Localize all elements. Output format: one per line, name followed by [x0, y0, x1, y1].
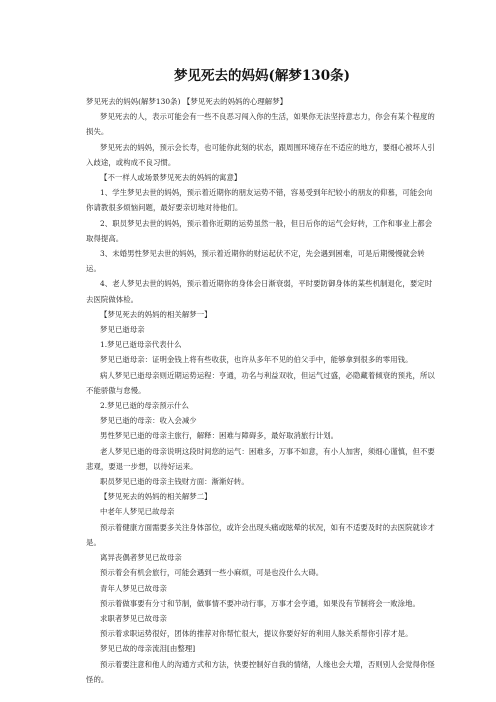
body-paragraph: 离异丧偶者梦见已故母亲	[100, 553, 182, 563]
body-paragraph: 梦见死去的妈妈(解梦130条) 【梦见死去的妈妈的心理解梦】	[86, 97, 288, 106]
document-title: 梦见死去的妈妈(解梦130条)	[174, 68, 350, 84]
body-paragraph: 梦见已逝母亲：证明金钱上将有些收获，也许从多年不见的伯父手中，能够拿到很多的零用钱。	[100, 355, 413, 365]
body-paragraph: 预示着会有机会旅行，可能会遇到一些小麻烦，可是也没什么大碍。	[100, 568, 324, 578]
body-paragraph: 【梦见死去的妈妈的相关解梦一】	[100, 309, 212, 319]
body-paragraph: 4、老人梦见去世的妈妈，预示着近期你的身体会日渐衰弱，平时要防御身体的某些机制退化，要定时去医院做体检。	[86, 279, 433, 304]
body-paragraph: 3、未婚男性梦见去世的妈妈，预示着近期你的财运起伏不定，先会遇到困难，可是后期慢慢就会转运。	[86, 249, 425, 274]
body-paragraph: 病人梦见已逝母亲则近期运势运程：亨通，功名与利益双收，但运气过盛，必隐藏着倾衰的预兆，所以不能骄傲与怠慢。	[86, 370, 435, 395]
body-paragraph: 预示着做事要有分寸和节制，做事情不要冲动行事，万事才会亨通，如果没有节制将会一败涂地。	[100, 598, 420, 608]
body-paragraph: 预示着健康方面需要多关注身体部位，或许会出现头痛或眩晕的状况，如有不适要及时的去医院就诊才是。	[86, 522, 435, 547]
body-paragraph: 预示着要注意和他人的沟通方式和方法，快要控制好自我的情绪，人缘也会大增，否则别人会觉得你怪怪的。	[86, 659, 435, 684]
body-paragraph: 预示着求职运势很好，团体的推荐对你帮忙很大，提议你要好好的利用人脉关系帮你引荐才是。	[100, 629, 413, 639]
body-paragraph: 2、职员梦见去世的妈妈，预示着你近期的运势虽然一般，但日后你的运气会好转，工作和事业上都会取得提高。	[86, 218, 433, 243]
body-paragraph: 职员梦见已逝的母亲主钱财方面：渐渐好转。	[100, 477, 249, 487]
document-body	[86, 94, 438, 687]
body-paragraph: 【梦见死去的妈妈的相关解梦二】	[100, 492, 212, 502]
body-paragraph: 梦见死去的妈妈，预示会长寿，也可能你此刻的状态，跟周围环境存在不适应的地方，要细心被坏人引入歧途，或构成不良习惯。	[86, 142, 435, 167]
body-paragraph: 1、学生梦见去世的妈妈，预示着近期你的朋友运势不错，容易受到年纪较小的朋友的仰慕，可能会向你请教很多烦恼问题，最好要亲切地对待他们。	[86, 188, 433, 213]
body-paragraph: 梦见死去的人，表示可能会有一些不良恶习闯入你的生活，如果你无法坚持意志力，你会有某个程度的损失。	[86, 112, 435, 137]
body-paragraph: 【不一样人或场景梦见死去的妈妈的寓意】	[100, 173, 242, 183]
body-paragraph: 1.梦见已逝母亲代表什么	[100, 340, 182, 350]
body-paragraph: 青年人梦见已故母亲	[100, 583, 167, 593]
body-paragraph: 求职者梦见已故母亲	[100, 613, 167, 623]
body-paragraph: 梦见已故的母亲流泪[由整理]	[100, 644, 196, 654]
body-paragraph: 中老年人梦见已故母亲	[100, 507, 175, 517]
body-paragraph: 2.梦见已逝的母亲预示什么	[100, 401, 189, 411]
body-paragraph: 梦见已逝母亲	[100, 325, 145, 335]
body-paragraph: 梦见已逝的母亲：收入会减少	[100, 416, 197, 426]
body-paragraph: 男性梦见已逝的母亲主旅行，解释：困难与障碍多，最好取消旅行计划。	[100, 431, 339, 441]
body-paragraph: 老人梦见已逝的母亲说明这段时间您的运气：困难多，万事不如意，有小人加害，须细心谨慎，但不要悲观，要退一步想，以待好运来。	[86, 446, 435, 471]
